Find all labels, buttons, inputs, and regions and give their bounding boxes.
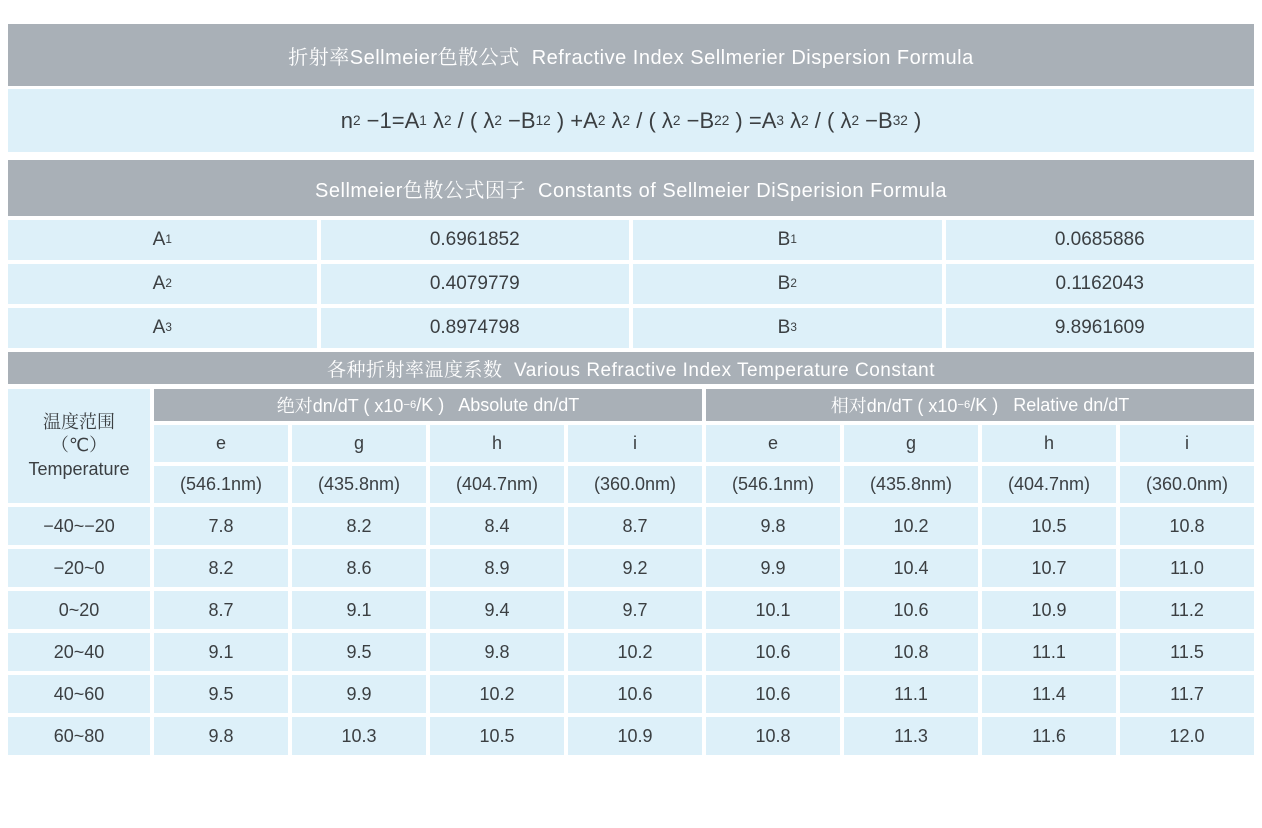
temperature-range-cell: −20~0	[8, 549, 150, 587]
relative-dndt-group-header: 相对dn/dT ( x10 −6 /K ) Relative dn/dT	[706, 389, 1254, 421]
wavelength-header-g: (435.8nm)	[844, 466, 978, 503]
dispersion-formula-title: 折射率Sellmeier色散公式 Refractive Index Sellmerier Dispersion Formula	[288, 46, 974, 69]
relative-dndt-value-e: 10.6	[706, 633, 840, 671]
absolute-dndt-value-i: 10.9	[568, 717, 702, 755]
relative-dndt-value-i: 10.8	[1120, 507, 1254, 545]
relative-dndt-value-e: 10.6	[706, 675, 840, 713]
constant-value-A2: 0.4079779	[321, 264, 630, 304]
absolute-dndt-value-h: 10.2	[430, 675, 564, 713]
spectral-line-header-e: e	[154, 425, 288, 462]
absolute-dndt-value-i: 9.2	[568, 549, 702, 587]
wavelength-header-i: (360.0nm)	[568, 466, 702, 503]
relative-dndt-value-e: 10.8	[706, 717, 840, 755]
relative-dndt-value-h: 11.1	[982, 633, 1116, 671]
relative-dndt-value-g: 10.6	[844, 591, 978, 629]
relative-dndt-value-g: 10.8	[844, 633, 978, 671]
absolute-dndt-value-i: 9.7	[568, 591, 702, 629]
constant-name-A1: A 1	[8, 220, 317, 260]
absolute-dndt-value-e: 9.1	[154, 633, 288, 671]
temperature-table	[8, 389, 1254, 755]
absolute-dndt-value-g: 10.3	[292, 717, 426, 755]
relative-dndt-value-i: 11.7	[1120, 675, 1254, 713]
temperature-title: 各种折射率温度系数 Various Refractive Index Temperature Constant	[326, 359, 936, 381]
temperature-range-cell: 60~80	[8, 717, 150, 755]
spectral-line-header-h: h	[982, 425, 1116, 462]
absolute-dndt-value-h: 9.8	[430, 633, 564, 671]
relative-dndt-value-h: 10.5	[982, 507, 1116, 545]
datasheet-page	[8, 24, 1254, 755]
relative-dndt-value-g: 10.2	[844, 507, 978, 545]
relative-dndt-value-g: 11.3	[844, 717, 978, 755]
absolute-dndt-value-g: 8.6	[292, 549, 426, 587]
relative-dndt-value-h: 11.4	[982, 675, 1116, 713]
spectral-line-header-e: e	[706, 425, 840, 462]
relative-dndt-value-i: 11.2	[1120, 591, 1254, 629]
wavelength-header-h: (404.7nm)	[430, 466, 564, 503]
relative-dndt-value-e: 9.8	[706, 507, 840, 545]
absolute-dndt-value-g: 8.2	[292, 507, 426, 545]
constant-name-B2: B 2	[633, 264, 942, 304]
relative-dndt-value-h: 11.6	[982, 717, 1116, 755]
relative-dndt-value-h: 10.7	[982, 549, 1116, 587]
absolute-dndt-value-i: 8.7	[568, 507, 702, 545]
relative-dndt-value-i: 12.0	[1120, 717, 1254, 755]
absolute-dndt-value-e: 9.5	[154, 675, 288, 713]
relative-dndt-value-g: 10.4	[844, 549, 978, 587]
spectral-line-header-i: i	[568, 425, 702, 462]
temperature-range-cell: 40~60	[8, 675, 150, 713]
absolute-dndt-value-h: 8.4	[430, 507, 564, 545]
section-header-dispersion-formula	[8, 24, 1254, 86]
temperature-range-cell: 0~20	[8, 591, 150, 629]
absolute-dndt-value-g: 9.5	[292, 633, 426, 671]
absolute-dndt-group-header: 绝对dn/dT ( x10 −6 /K ) Absolute dn/dT	[154, 389, 702, 421]
constants-table	[8, 220, 1254, 348]
relative-dndt-value-i: 11.0	[1120, 549, 1254, 587]
wavelength-header-g: (435.8nm)	[292, 466, 426, 503]
absolute-dndt-value-e: 9.8	[154, 717, 288, 755]
constant-name-B1: B 1	[633, 220, 942, 260]
section-header-temperature	[8, 352, 1254, 384]
temperature-range-cell: 20~40	[8, 633, 150, 671]
wavelength-header-h: (404.7nm)	[982, 466, 1116, 503]
relative-dndt-value-h: 10.9	[982, 591, 1116, 629]
relative-dndt-value-e: 9.9	[706, 549, 840, 587]
sellmeier-formula: n 2 −1=A 1 λ 2 / ( λ 2 −B 1 2 ) +A 2 λ 2 / ( λ 2 −B 2 2 ) =A 3 λ 2 / ( λ 2 −B 3 2 )	[8, 89, 1254, 152]
absolute-dndt-value-h: 10.5	[430, 717, 564, 755]
absolute-dndt-value-i: 10.2	[568, 633, 702, 671]
absolute-dndt-value-e: 7.8	[154, 507, 288, 545]
section-header-constants	[8, 160, 1254, 216]
constant-name-A3: A 3	[8, 308, 317, 348]
absolute-dndt-value-e: 8.2	[154, 549, 288, 587]
absolute-dndt-value-e: 8.7	[154, 591, 288, 629]
spectral-line-header-g: g	[844, 425, 978, 462]
absolute-dndt-value-g: 9.9	[292, 675, 426, 713]
spectral-line-header-h: h	[430, 425, 564, 462]
absolute-dndt-value-h: 8.9	[430, 549, 564, 587]
constant-value-B3: 9.8961609	[946, 308, 1255, 348]
constants-title: Sellmeier色散公式因子 Constants of Sellmeier DiSperision Formula	[315, 179, 947, 202]
constant-value-A1: 0.6961852	[321, 220, 630, 260]
wavelength-header-i: (360.0nm)	[1120, 466, 1254, 503]
spectral-line-header-g: g	[292, 425, 426, 462]
wavelength-header-e: (546.1nm)	[706, 466, 840, 503]
constant-name-A2: A 2	[8, 264, 317, 304]
constant-value-B2: 0.1162043	[946, 264, 1255, 304]
spectral-line-header-i: i	[1120, 425, 1254, 462]
constant-name-B3: B 3	[633, 308, 942, 348]
relative-dndt-value-i: 11.5	[1120, 633, 1254, 671]
wavelength-header-e: (546.1nm)	[154, 466, 288, 503]
constant-value-A3: 0.8974798	[321, 308, 630, 348]
constant-value-B1: 0.0685886	[946, 220, 1255, 260]
relative-dndt-value-e: 10.1	[706, 591, 840, 629]
temperature-range-cell: −40~−20	[8, 507, 150, 545]
absolute-dndt-value-i: 10.6	[568, 675, 702, 713]
absolute-dndt-value-g: 9.1	[292, 591, 426, 629]
absolute-dndt-value-h: 9.4	[430, 591, 564, 629]
relative-dndt-value-g: 11.1	[844, 675, 978, 713]
temperature-range-header-cell: 温度范围 （℃） Temperature	[8, 389, 150, 503]
